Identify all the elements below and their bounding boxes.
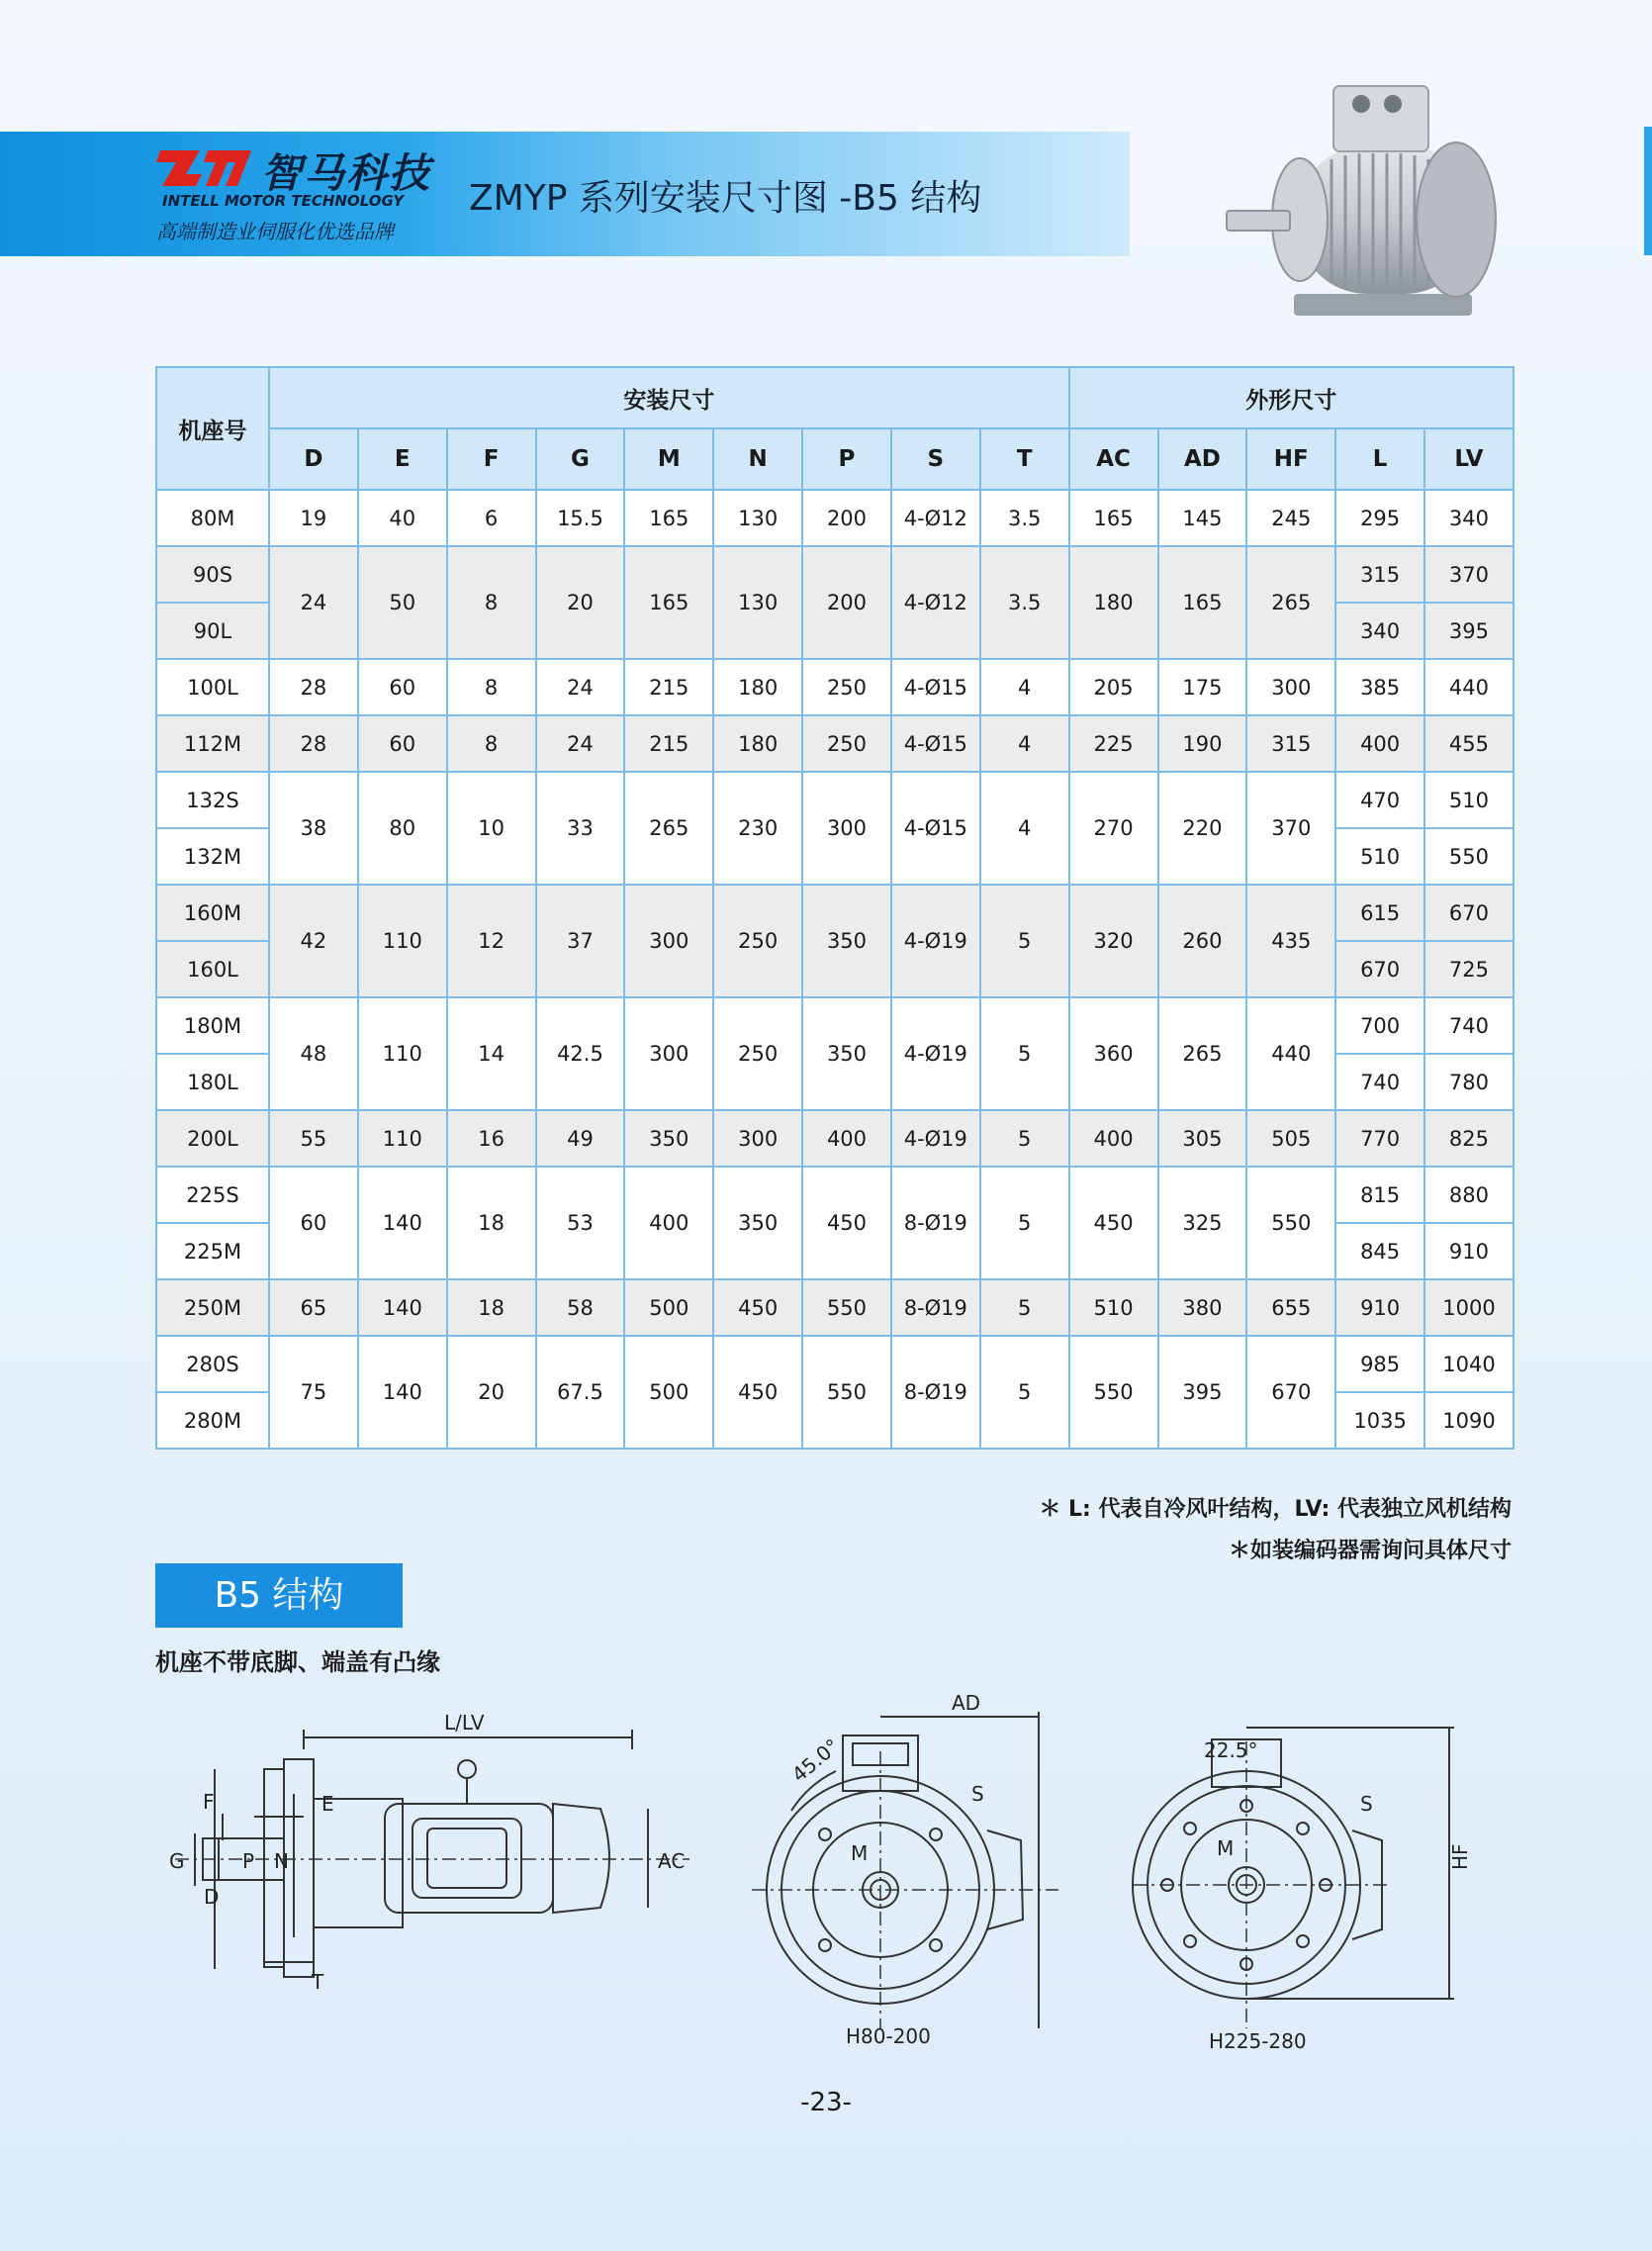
note-encoder: ＊如装编码器需询问具体尺寸 [1228,1539,1512,1563]
table-row [156,490,1514,546]
frame-cell: 80M [156,490,269,546]
cell-e: 60 [358,659,447,715]
frame-cell: 160L [156,941,269,997]
cell-t: 4 [980,772,1069,885]
table-row [156,997,1514,1054]
section-description: 机座不带底脚、端盖有凸缘 [155,1648,440,1676]
cell-d: 24 [269,546,358,659]
cell-lv: 1040 [1424,1336,1514,1392]
cell-g: 58 [536,1279,625,1336]
cell-e: 140 [358,1279,447,1336]
cell-l: 470 [1335,772,1424,828]
cell-ad: 165 [1158,546,1247,659]
table-row [156,715,1514,772]
cell-f: 12 [447,885,536,997]
header-outline-dimensions: 外形尺寸 [1069,367,1514,428]
cell-s: 4-Ø19 [891,885,980,997]
cell-hf: 550 [1246,1167,1335,1279]
column-header-l: L [1335,428,1424,490]
cell-e: 140 [358,1336,447,1449]
front-view-h80-200-drawing [742,1692,1068,2058]
cell-g: 67.5 [536,1336,625,1449]
cell-n: 450 [713,1279,802,1336]
cell-e: 40 [358,490,447,546]
label-angle-45: 45.0° [786,1734,844,1787]
cell-t: 3.5 [980,546,1069,659]
label-g: G [169,1849,185,1873]
label-hf: HF [1448,1843,1472,1870]
cell-l: 985 [1335,1336,1424,1392]
cell-f: 16 [447,1110,536,1167]
cell-d: 48 [269,997,358,1110]
label-t: T [312,1970,324,1994]
cell-n: 350 [713,1167,802,1279]
cell-ad: 220 [1158,772,1247,885]
cell-f: 18 [447,1167,536,1279]
cell-e: 80 [358,772,447,885]
cell-m: 300 [624,885,713,997]
cell-n: 130 [713,546,802,659]
label-e: E [321,1792,334,1816]
cell-hf: 370 [1246,772,1335,885]
cell-lv: 725 [1424,941,1514,997]
cell-ac: 510 [1069,1279,1158,1336]
cell-p: 350 [802,885,891,997]
cell-m: 500 [624,1336,713,1449]
cell-t: 5 [980,1336,1069,1449]
cell-n: 230 [713,772,802,885]
cell-d: 19 [269,490,358,546]
cell-l: 845 [1335,1223,1424,1279]
column-header-p: P [802,428,891,490]
logo-english-name: INTELL MOTOR TECHNOLOGY [162,192,405,210]
cell-t: 5 [980,1167,1069,1279]
cell-t: 5 [980,997,1069,1110]
cell-m: 400 [624,1167,713,1279]
cell-t: 5 [980,1279,1069,1336]
cell-ac: 225 [1069,715,1158,772]
cell-t: 4 [980,659,1069,715]
cell-f: 20 [447,1336,536,1449]
cell-hf: 655 [1246,1279,1335,1336]
frame-cell: 100L [156,659,269,715]
cell-p: 200 [802,546,891,659]
section-badge: B5 结构 [155,1563,403,1628]
cell-ac: 180 [1069,546,1158,659]
cell-p: 550 [802,1279,891,1336]
cell-f: 8 [447,659,536,715]
cell-ac: 550 [1069,1336,1158,1449]
cell-e: 60 [358,715,447,772]
frame-cell: 160M [156,885,269,941]
cell-f: 8 [447,546,536,659]
cell-p: 400 [802,1110,891,1167]
cell-ad: 325 [1158,1167,1247,1279]
frame-cell: 200L [156,1110,269,1167]
column-header-f: F [447,428,536,490]
frame-cell: 225M [156,1223,269,1279]
cell-p: 200 [802,490,891,546]
cell-d: 65 [269,1279,358,1336]
cell-d: 75 [269,1336,358,1449]
cell-lv: 340 [1424,490,1514,546]
cell-ac: 450 [1069,1167,1158,1279]
cell-s: 8-Ø19 [891,1336,980,1449]
table-row [156,1336,1514,1392]
cell-g: 37 [536,885,625,997]
column-header-e: E [358,428,447,490]
cell-lv: 670 [1424,885,1514,941]
cell-l: 400 [1335,715,1424,772]
cell-s: 4-Ø19 [891,997,980,1110]
cell-g: 53 [536,1167,625,1279]
cell-e: 110 [358,1110,447,1167]
cell-ac: 165 [1069,490,1158,546]
frame-cell: 180M [156,997,269,1054]
cell-f: 14 [447,997,536,1110]
cell-s: 4-Ø12 [891,490,980,546]
cell-l: 385 [1335,659,1424,715]
cell-hf: 670 [1246,1336,1335,1449]
cell-s: 4-Ø15 [891,772,980,885]
cell-t: 4 [980,715,1069,772]
cell-g: 49 [536,1110,625,1167]
cell-lv: 370 [1424,546,1514,603]
label-n: N [274,1849,289,1873]
brand-slogan: 高端制造业伺服化优选品牌 [156,220,394,243]
frame-cell: 225S [156,1167,269,1223]
cell-p: 300 [802,772,891,885]
cell-ad: 395 [1158,1336,1247,1449]
table-row [156,1279,1514,1336]
cell-ad: 265 [1158,997,1247,1110]
cell-n: 130 [713,490,802,546]
column-header-g: G [536,428,625,490]
cell-l: 340 [1335,603,1424,659]
caption-h225-280: H225-280 [1209,2029,1307,2053]
cell-m: 215 [624,659,713,715]
cell-t: 5 [980,1110,1069,1167]
cell-m: 215 [624,715,713,772]
table-column-header-row [156,428,1514,490]
frame-cell: 280S [156,1336,269,1392]
cell-d: 60 [269,1167,358,1279]
cell-s: 8-Ø19 [891,1279,980,1336]
frame-cell: 112M [156,715,269,772]
cell-p: 450 [802,1167,891,1279]
column-header-d: D [269,428,358,490]
label-ac: AC [658,1849,686,1873]
frame-cell: 280M [156,1392,269,1449]
cell-l: 670 [1335,941,1424,997]
cell-f: 18 [447,1279,536,1336]
cell-t: 5 [980,885,1069,997]
cell-ac: 360 [1069,997,1158,1110]
cell-g: 24 [536,659,625,715]
cell-p: 250 [802,659,891,715]
cell-lv: 550 [1424,828,1514,885]
cell-n: 450 [713,1336,802,1449]
cell-ad: 145 [1158,490,1247,546]
brand-logo [156,144,453,251]
cell-lv: 740 [1424,997,1514,1054]
column-header-s: S [891,428,980,490]
header-installation-dimensions: 安装尺寸 [269,367,1069,428]
cell-p: 250 [802,715,891,772]
cell-ac: 270 [1069,772,1158,885]
cell-lv: 780 [1424,1054,1514,1110]
edge-accent-strip [1644,127,1652,255]
cell-lv: 440 [1424,659,1514,715]
label-ad: AD [952,1692,981,1715]
cell-d: 28 [269,715,358,772]
frame-cell: 132M [156,828,269,885]
cell-l: 510 [1335,828,1424,885]
cell-m: 300 [624,997,713,1110]
table-group-header-row [156,367,1514,428]
cell-e: 140 [358,1167,447,1279]
cell-m: 350 [624,1110,713,1167]
cell-e: 110 [358,997,447,1110]
column-header-t: T [980,428,1069,490]
cell-g: 33 [536,772,625,885]
cell-ac: 320 [1069,885,1158,997]
cell-l: 295 [1335,490,1424,546]
page-number: -23- [800,2088,852,2117]
cell-d: 42 [269,885,358,997]
caption-h80-200: H80-200 [846,2024,931,2048]
motor-photo [1223,74,1510,331]
cell-n: 250 [713,885,802,997]
cell-l: 770 [1335,1110,1424,1167]
cell-m: 165 [624,490,713,546]
table-row [156,1167,1514,1223]
column-header-m: M [624,428,713,490]
cell-l: 740 [1335,1054,1424,1110]
cell-l: 1035 [1335,1392,1424,1449]
table-row [156,772,1514,828]
label-angle-22-5: 22.5° [1204,1738,1258,1762]
dimension-table [155,366,1514,1450]
cell-ac: 205 [1069,659,1158,715]
table-body [156,490,1514,1449]
cell-hf: 435 [1246,885,1335,997]
table-notes [1039,1489,1512,1572]
cell-lv: 510 [1424,772,1514,828]
cell-s: 4-Ø15 [891,659,980,715]
cell-g: 15.5 [536,490,625,546]
column-header-hf: HF [1246,428,1335,490]
cell-lv: 455 [1424,715,1514,772]
cell-n: 180 [713,715,802,772]
cell-ad: 260 [1158,885,1247,997]
cell-lv: 1000 [1424,1279,1514,1336]
cell-hf: 440 [1246,997,1335,1110]
side-view-drawing [155,1710,709,2026]
cell-l: 315 [1335,546,1424,603]
cell-ad: 175 [1158,659,1247,715]
cell-ac: 400 [1069,1110,1158,1167]
cell-n: 180 [713,659,802,715]
cell-lv: 395 [1424,603,1514,659]
cell-s: 8-Ø19 [891,1167,980,1279]
table-row [156,1110,1514,1167]
cell-hf: 300 [1246,659,1335,715]
table-row [156,546,1514,603]
label-m-large: M [1217,1836,1235,1860]
column-header-lv: LV [1424,428,1514,490]
cell-e: 50 [358,546,447,659]
frame-cell: 132S [156,772,269,828]
cell-ad: 380 [1158,1279,1247,1336]
cell-f: 10 [447,772,536,885]
label-s-large: S [1360,1792,1373,1816]
cell-lv: 880 [1424,1167,1514,1223]
table-row [156,659,1514,715]
column-header-n: N [713,428,802,490]
frame-cell: 90S [156,546,269,603]
cell-d: 38 [269,772,358,885]
cell-m: 165 [624,546,713,659]
cell-s: 4-Ø15 [891,715,980,772]
cell-m: 265 [624,772,713,885]
cell-g: 42.5 [536,997,625,1110]
front-view-h225-280-drawing [1123,1712,1479,2068]
cell-f: 6 [447,490,536,546]
cell-d: 55 [269,1110,358,1167]
cell-l: 815 [1335,1167,1424,1223]
cell-p: 350 [802,997,891,1110]
cell-lv: 910 [1424,1223,1514,1279]
cell-lv: 1090 [1424,1392,1514,1449]
page-title: ZMYP 系列安装尺寸图 -B5 结构 [469,178,982,219]
cell-ad: 305 [1158,1110,1247,1167]
cell-t: 3.5 [980,490,1069,546]
label-l-lv: L/LV [444,1711,485,1735]
label-p: P [242,1849,255,1873]
logo-mark-icon [156,144,255,194]
label-m-small: M [851,1841,869,1865]
cell-d: 28 [269,659,358,715]
header-frame-number: 机座号 [156,367,269,490]
label-f: F [203,1790,215,1814]
cell-e: 110 [358,885,447,997]
cell-f: 8 [447,715,536,772]
table-row [156,885,1514,941]
cell-l: 615 [1335,885,1424,941]
cell-m: 500 [624,1279,713,1336]
frame-cell: 90L [156,603,269,659]
cell-g: 24 [536,715,625,772]
column-header-ad: AD [1158,428,1247,490]
cell-n: 300 [713,1110,802,1167]
cell-s: 4-Ø12 [891,546,980,659]
logo-chinese-name: 智马科技 [261,149,431,197]
label-d: D [204,1885,220,1909]
cell-l: 910 [1335,1279,1424,1336]
column-header-ac: AC [1069,428,1158,490]
note-l-lv: ＊ L: 代表自冷风叶结构，LV: 代表独立风机结构 [1039,1497,1512,1522]
cell-hf: 505 [1246,1110,1335,1167]
cell-l: 700 [1335,997,1424,1054]
cell-hf: 265 [1246,546,1335,659]
cell-s: 4-Ø19 [891,1110,980,1167]
cell-p: 550 [802,1336,891,1449]
cell-hf: 245 [1246,490,1335,546]
cell-ad: 190 [1158,715,1247,772]
label-s-small: S [971,1782,984,1806]
frame-cell: 250M [156,1279,269,1336]
cell-n: 250 [713,997,802,1110]
cell-lv: 825 [1424,1110,1514,1167]
cell-g: 20 [536,546,625,659]
frame-cell: 180L [156,1054,269,1110]
cell-hf: 315 [1246,715,1335,772]
